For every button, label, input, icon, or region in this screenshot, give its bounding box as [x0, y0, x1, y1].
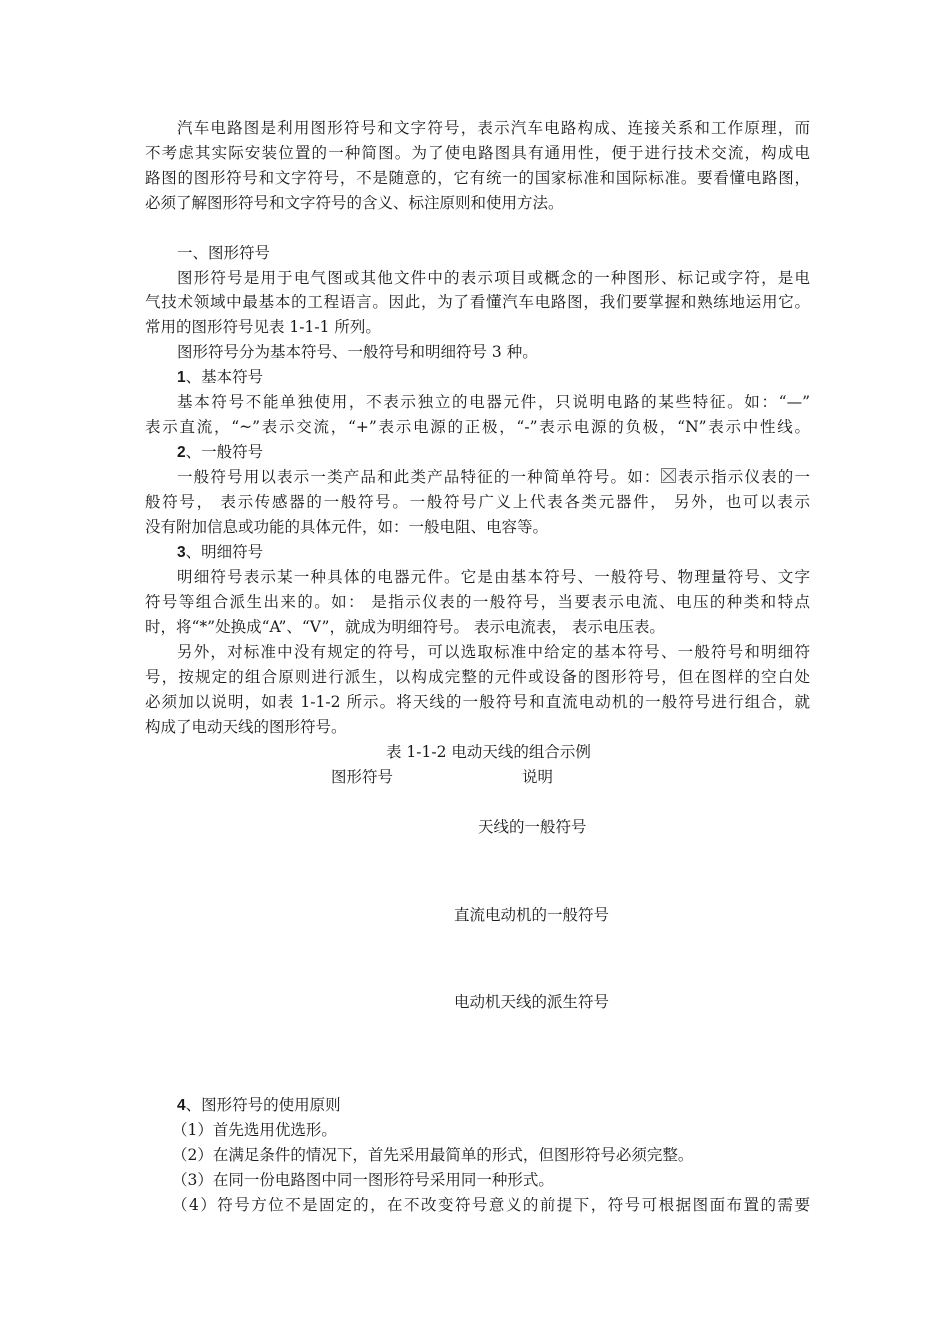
paragraph-line: 汽车电路图是利用图形符号和文字符号，表示汽车电路构成、连接关系和工作原理，而 [177, 119, 810, 137]
paragraph-line: 基本符号不能单独使用，不表示独立的电器元件，只说明电路的某些特征。如：“—” [177, 393, 810, 411]
paragraph-line: 图形符号是用于电气图或其他文件中的表示项目或概念的一种图形、标记或字符，是电 [177, 269, 810, 287]
subsection-heading-detail [177, 540, 810, 565]
paragraph-line: 般符号， 表示传感器的一般符号。一般符号广义上代表各类元器件， 另外，也可以表示 [145, 493, 810, 511]
table-cell-description: 天线的一般符号 [478, 818, 587, 836]
paragraph-line: 另外，对标准中没有规定的符号，可以选取标准中给定的基本符号、一般符号和明细符 [177, 643, 810, 661]
heading-title: 、明细符号 [185, 543, 264, 561]
paragraph-line: 明细符号表示某一种具体的电器元件。它是由基本符号、一般符号、物理量符号、文字 [177, 568, 810, 586]
line-text: 表示指示仪表的一 [676, 468, 810, 486]
paragraph-line: 必须了解图形符号和文字符号的含义、标注原则和使用方法。 [145, 194, 564, 212]
paragraph-line: 符号等组合派生出来的。如： 是指示仪表的一般符号，当要表示电流、电压的种类和特点 [145, 593, 810, 611]
paragraph-line: 图形符号分为基本符号、一般符号和明细符号 3 种。 [177, 343, 538, 361]
line-text: 一般符号用以表示一类产品和此类产品特征的一种简单符号。如： [177, 468, 661, 486]
paragraph-line: 气技术领域中最基本的工程语言。因此，为了看懂汽车电路图，我们要掌握和熟练地运用它。 [145, 293, 810, 311]
paragraph-line: 必须加以说明，如表 1-1-2 所示。将天线的一般符号和直流电动机的一般符号进行组合，就 [145, 693, 810, 711]
table-cell-description: 电动机天线的派生符号 [454, 993, 610, 1011]
table-header-description: 说明 [522, 768, 554, 786]
heading-number: 1 [177, 369, 186, 386]
paragraph-line: 不考虑其实际安装位置的一种简图。为了使电路图具有通用性，便于进行技术交流，构成电 [145, 144, 810, 162]
broken-image-icon [661, 468, 676, 483]
paragraph-line: 时，将“*”处换成“A”、“V”，就成为明细符号。 表示电流表， 表示电压表。 [145, 618, 665, 636]
heading-number: 3 [177, 544, 186, 561]
paragraph-line: 号，按规定的组合原则进行派生，以构成完整的元件或设备的图形符号，但在图样的空白处 [145, 668, 810, 686]
paragraph-line: 没有附加信息或功能的具体元件，如：一般电阻、电容等。 [145, 518, 549, 536]
list-item: （2）在满足条件的情况下，首先采用最简单的形式，但图形符号必须完整。 [172, 1146, 694, 1164]
heading-title: 、图形符号的使用原则 [185, 1096, 341, 1114]
paragraph-line [177, 465, 810, 489]
heading-title: 、一般符号 [185, 443, 264, 461]
list-item: （1）首先选用优选形。 [172, 1121, 337, 1139]
table-caption: 表 1-1-2 电动天线的组合示例 [386, 743, 591, 761]
table-cell-description: 直流电动机的一般符号 [454, 906, 610, 924]
heading-number: 4 [177, 1097, 186, 1114]
subsection-heading-principles [177, 1093, 810, 1118]
subsection-heading-basic [177, 365, 810, 390]
section-heading: 一、图形符号 [177, 244, 271, 262]
subsection-heading-general [177, 440, 810, 465]
list-item: （3）在同一份电路图中同一图形符号采用同一种形式。 [172, 1171, 554, 1189]
heading-title: 、基本符号 [185, 368, 264, 386]
paragraph-line: 构成了电动天线的图形符号。 [145, 718, 347, 736]
list-item: （4）符号方位不是固定的，在不改变符号意义的前提下，符号可根据图面布置的需要 [172, 1196, 810, 1214]
paragraph-line: 路图的图形符号和文字符号，不是随意的，它有统一的国家标准和国际标准。要看懂电路图， [145, 169, 810, 187]
paragraph-line: 常用的图形符号见表 1-1-1 所列。 [145, 318, 381, 336]
heading-number: 2 [177, 444, 186, 461]
table-header-symbol: 图形符号 [331, 768, 394, 786]
paragraph-line: 表示直流，“~”表示交流，“+”表示电源的正极，“-”表示电源的负极，“N”表示中性线。 [145, 418, 810, 436]
